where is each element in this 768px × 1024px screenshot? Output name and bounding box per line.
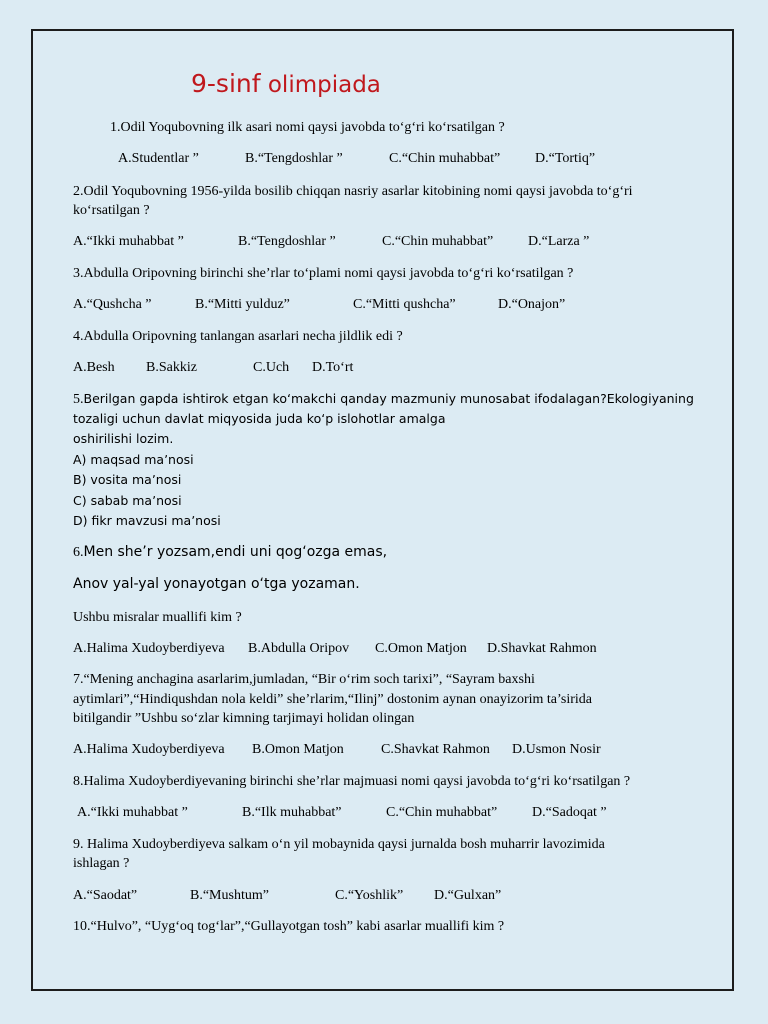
- question-6-verse2: Anov yal-yal yonayotgan o‘tga yozaman.: [73, 576, 360, 592]
- q9-option-b: B.“Mushtum”: [190, 888, 269, 903]
- question-6-verse1: Men she’r yozsam,endi uni qog‘ozga emas,: [83, 544, 388, 560]
- q6-option-d: D.Shavkat Rahmon: [487, 641, 597, 656]
- q3-option-a: A.“Qushcha ”: [73, 297, 152, 312]
- q9-option-a: A.“Saodat”: [73, 888, 138, 903]
- question-9-line1: 9. Halima Xudoyberdiyeva salkam o‘n yil mobaynida qaysi jurnalda bosh muharrir lavozimida: [73, 837, 605, 852]
- q4-option-a: A.Besh: [73, 360, 115, 375]
- question-6-number: 6.: [73, 545, 84, 560]
- question-6: Ushbu misralar muallifi kim ?: [73, 610, 242, 625]
- q1-option-d: D.“Tortiq”: [535, 151, 596, 166]
- q9-option-d: D.“Gulxan”: [434, 888, 502, 903]
- q3-option-c: C.“Mitti qushcha”: [353, 297, 456, 312]
- question-7-line2: aytimlari”,“Hindiqushdan nola keldi” she’rlarim,“Ilinj” dostonim aynan onayizorim ta’sirida: [73, 692, 593, 707]
- question-5-line2: tozaligi uchun davlat miqyosida juda koʻp islohotlar amalga: [73, 411, 446, 426]
- question-2-line2: ko‘rsatilgan ?: [73, 203, 150, 218]
- question-9-line2: ishlagan ?: [73, 856, 130, 871]
- question-10: 10.“Hulvo”, “Uyg‘oq tog‘lar”,“Gullayotgan tosh” kabi asarlar muallifi kim ?: [73, 919, 505, 934]
- q2-option-c: C.“Chin muhabbat”: [382, 234, 494, 249]
- q8-option-d: D.“Sadoqat ”: [532, 805, 607, 820]
- q7-option-a: A.Halima Xudoyberdiyeva: [73, 742, 225, 757]
- question-7-line3: bitilgandir ”Ushbu so‘zlar kimning tarjimayi holidan olingan: [73, 711, 415, 726]
- title-grade: 9-sinf: [191, 69, 261, 98]
- question-4: 4.Abdulla Oripovning tanlangan asarlari necha jildlik edi ?: [73, 329, 403, 344]
- q1-option-a: A.Studentlar ”: [118, 151, 199, 166]
- question-2-line1: 2.Odil Yoqubovning 1956-yilda bosilib chiqqan nasriy asarlar kitobining nomi qaysi javobda to‘g‘ri: [73, 184, 633, 199]
- q5-option-c: C) sabab maʼnosi: [73, 493, 182, 508]
- q8-option-b: B.“Ilk muhabbat”: [242, 805, 342, 820]
- q1-option-b: B.“Tengdoshlar ”: [245, 151, 343, 166]
- q7-option-b: B.Omon Matjon: [252, 742, 344, 757]
- q2-option-b: B.“Tengdoshlar ”: [238, 234, 336, 249]
- question-5-text: Berilgan gapda ishtirok etgan koʻmakchi qanday mazmuniy munosabat ifodalagan?Ekologiyaning: [83, 391, 694, 406]
- question-5-line3: oshirilishi lozim.: [73, 431, 174, 446]
- question-8: 8.Halima Xudoyberdiyevaning birinchi she’rlar majmuasi nomi qaysi javobda to‘g‘ri ko‘rsatilgan ?: [73, 774, 631, 789]
- q5-option-b: B) vosita maʼnosi: [73, 472, 182, 487]
- q4-option-c: C.Uch: [253, 360, 290, 375]
- q3-option-d: D.“Onajon”: [498, 297, 566, 312]
- title-word: olimpiada: [267, 72, 381, 98]
- q5-option-d: D) fikr mavzusi maʼnosi: [73, 513, 221, 528]
- q6-option-c: C.Omon Matjon: [375, 641, 467, 656]
- q5-option-a: A) maqsad maʼnosi: [73, 452, 194, 467]
- q2-option-a: A.“Ikki muhabbat ”: [73, 234, 184, 249]
- q7-option-d: D.Usmon Nosir: [512, 742, 601, 757]
- page-title: [191, 68, 381, 101]
- q3-option-b: B.“Mitti yulduz”: [195, 297, 290, 312]
- q1-option-c: C.“Chin muhabbat”: [389, 151, 501, 166]
- question-1: 1.Odil Yoqubovning ilk asari nomi qaysi javobda to‘g‘ri ko‘rsatilgan ?: [110, 120, 505, 135]
- question-6-line1: [73, 543, 387, 562]
- q6-option-b: B.Abdulla Oripov: [248, 641, 350, 656]
- q8-option-c: C.“Chin muhabbat”: [386, 805, 498, 820]
- question-7-line1: 7.“Mening anchagina asarlarim,jumladan, “Bir o‘rim soch tarixi”, “Sayram baxshi: [73, 672, 535, 687]
- q9-option-c: C.“Yoshlik”: [335, 888, 404, 903]
- q2-option-d: D.“Larza ”: [528, 234, 590, 249]
- question-5-number: 5.: [73, 392, 84, 407]
- q7-option-c: C.Shavkat Rahmon: [381, 742, 490, 757]
- q4-option-b: B.Sakkiz: [146, 360, 197, 375]
- q4-option-d: D.To‘rt: [312, 360, 354, 375]
- question-3: 3.Abdulla Oripovning birinchi she’rlar to‘plami nomi qaysi javobda to‘g‘ri ko‘rsatilgan ?: [73, 266, 574, 281]
- q8-option-a: A.“Ikki muhabbat ”: [77, 805, 188, 820]
- q6-option-a: A.Halima Xudoyberdiyeva: [73, 641, 225, 656]
- question-5-line1: [73, 390, 694, 409]
